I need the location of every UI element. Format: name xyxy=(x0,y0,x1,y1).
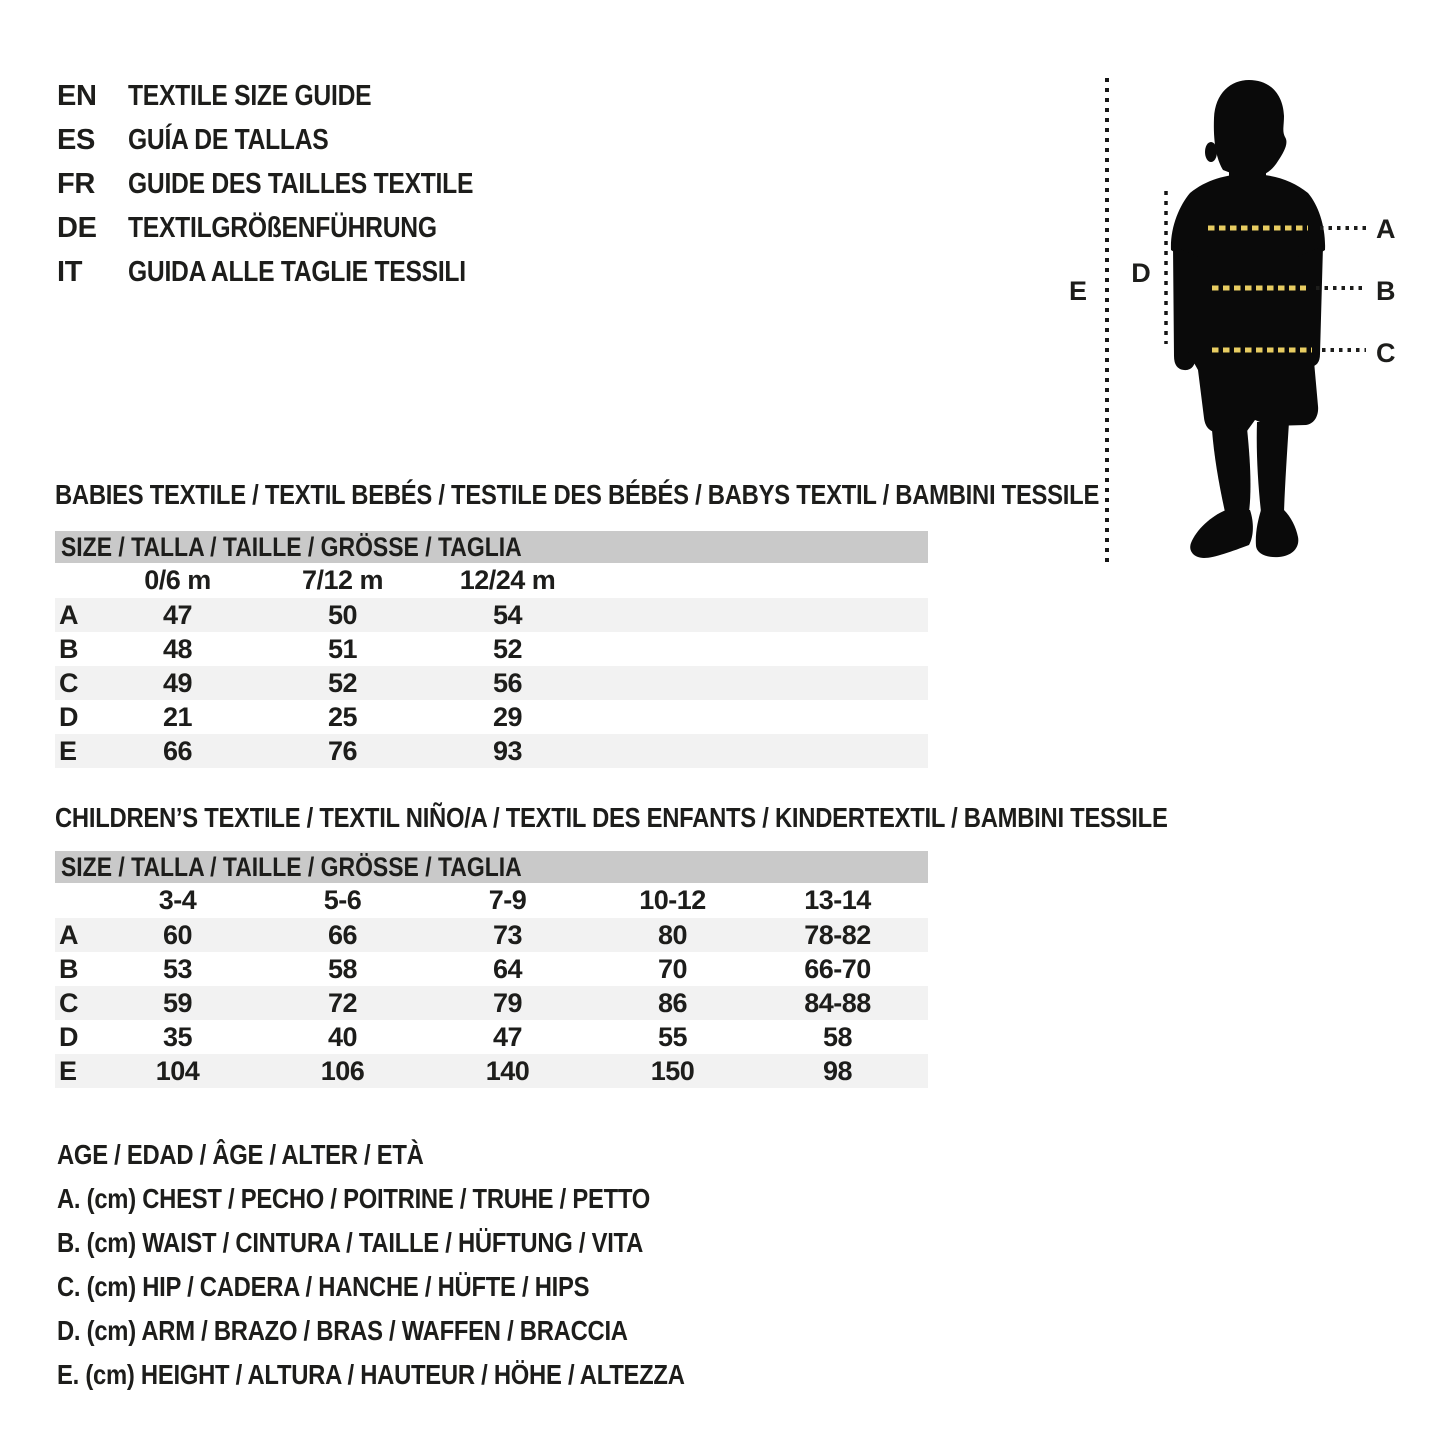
table-row xyxy=(55,666,928,700)
legend-text: A. (cm) CHEST / PECHO / POITRINE / TRUHE / PETTO xyxy=(57,1183,650,1214)
measurement-figure xyxy=(1040,60,1445,600)
table-cell: 66 xyxy=(162,736,193,766)
table-cell: 50 xyxy=(327,600,358,630)
legend-line xyxy=(57,1133,795,1177)
row-label xyxy=(55,883,95,918)
table-cell: 60 xyxy=(162,920,193,950)
figure-label-d: D xyxy=(1131,258,1151,288)
table-cell xyxy=(755,734,920,768)
table-cell: 29 xyxy=(492,702,523,732)
table-cell: 106 xyxy=(320,1056,365,1086)
table-row xyxy=(55,952,928,986)
column-header-cell: 10-12 xyxy=(639,885,706,915)
table-cell: 140 xyxy=(485,1056,530,1086)
legend-text: C. (cm) HIP / CADERA / HANCHE / HÜFTE / HIPS xyxy=(57,1271,590,1302)
figure-label-e: E xyxy=(1068,276,1088,306)
table-header-bar xyxy=(55,851,928,883)
column-header-cell: 7-9 xyxy=(488,885,527,915)
column-header-cell: 5-6 xyxy=(323,885,362,915)
table-cell: 86 xyxy=(657,988,688,1018)
row-label: D xyxy=(59,702,78,732)
table-cell xyxy=(755,666,920,700)
language-row xyxy=(57,74,534,118)
table-cell: 70 xyxy=(657,954,688,984)
table-cell: 98 xyxy=(822,1056,853,1086)
table-header-bar xyxy=(55,531,928,563)
table-cell: 47 xyxy=(492,1022,523,1052)
language-code: ES xyxy=(57,123,96,156)
table-cell xyxy=(590,734,755,768)
table-cell xyxy=(755,632,920,666)
language-title: GUÍA DE TALLAS xyxy=(128,123,329,156)
table-cell: 52 xyxy=(492,634,523,664)
legend-line xyxy=(57,1309,795,1353)
table-cell: 56 xyxy=(492,668,523,698)
table-header-text: SIZE / TALLA / TAILLE / GRÖSSE / TAGLIA xyxy=(61,852,522,882)
column-header-cell xyxy=(590,563,755,598)
row-label: C xyxy=(59,668,78,698)
babies-section-title xyxy=(55,481,1283,509)
language-title: TEXTILE SIZE GUIDE xyxy=(128,79,372,112)
table-cell xyxy=(755,598,920,632)
language-title: TEXTILGRÖßENFÜHRUNG xyxy=(128,211,437,244)
legend-text: E. (cm) HEIGHT / ALTURA / HAUTEUR / HÖHE / ALTEZZA xyxy=(57,1359,685,1390)
figure-label-a: A xyxy=(1376,214,1396,244)
row-label xyxy=(55,563,95,598)
silhouette-left-shoe xyxy=(1190,510,1253,558)
table-cell: 51 xyxy=(327,634,358,664)
row-label: A xyxy=(59,600,78,630)
table-cell: 72 xyxy=(327,988,358,1018)
children-section-title-text: CHILDREN’S TEXTILE / TEXTIL NIÑO/A / TEXTIL DES ENFANTS / KINDERTEXTIL / BAMBINI TESSILE xyxy=(55,802,1168,833)
table-row xyxy=(55,734,928,768)
table-cell: 104 xyxy=(155,1056,200,1086)
language-code: EN xyxy=(57,79,97,112)
table-row xyxy=(55,632,928,666)
silhouette-ear xyxy=(1205,142,1217,162)
column-header-cell: 7/12 m xyxy=(301,565,384,595)
table-cell: 84-88 xyxy=(804,988,871,1018)
table-cell: 93 xyxy=(492,736,523,766)
table-cell: 150 xyxy=(650,1056,695,1086)
column-header-cell xyxy=(755,563,920,598)
language-row xyxy=(57,250,534,294)
table-header-text: SIZE / TALLA / TAILLE / GRÖSSE / TAGLIA xyxy=(61,532,522,562)
table-cell: 47 xyxy=(162,600,193,630)
language-row xyxy=(57,162,534,206)
table-cell: 53 xyxy=(162,954,193,984)
table-row xyxy=(55,1020,928,1054)
table-cell: 48 xyxy=(162,634,193,664)
table-row xyxy=(55,1054,928,1088)
row-label: D xyxy=(59,1022,78,1052)
language-list xyxy=(57,74,534,294)
legend-line xyxy=(57,1353,795,1397)
table-row xyxy=(55,918,928,952)
column-header-cell: 0/6 m xyxy=(144,565,211,595)
babies-section-title-text: BABIES TEXTILE / TEXTIL BEBÉS / TESTILE DES BÉBÉS / BABYS TEXTIL / BAMBINI TESSILE xyxy=(55,479,1100,510)
table-cell: 66 xyxy=(327,920,358,950)
column-header-row xyxy=(55,883,928,918)
table-cell: 49 xyxy=(162,668,193,698)
table-cell: 64 xyxy=(492,954,523,984)
column-header-row xyxy=(55,563,928,598)
language-row xyxy=(57,118,534,162)
legend-text: AGE / EDAD / ÂGE / ALTER / ETÀ xyxy=(57,1139,424,1170)
table-cell: 59 xyxy=(162,988,193,1018)
legend-text: D. (cm) ARM / BRAZO / BRAS / WAFFEN / BRACCIA xyxy=(57,1315,628,1346)
silhouette-right-shoe xyxy=(1256,510,1299,557)
language-code: DE xyxy=(57,211,97,244)
language-row xyxy=(57,206,534,250)
table-row xyxy=(55,598,928,632)
table-row xyxy=(55,700,928,734)
table-cell: 40 xyxy=(327,1022,358,1052)
babies-size-table xyxy=(55,531,928,768)
legend-line xyxy=(57,1177,795,1221)
row-label: C xyxy=(59,988,78,1018)
table-cell: 76 xyxy=(327,736,358,766)
column-header-cell: 12/24 m xyxy=(459,565,556,595)
legend-line xyxy=(57,1265,795,1309)
table-cell: 52 xyxy=(327,668,358,698)
table-cell: 73 xyxy=(492,920,523,950)
table-cell: 54 xyxy=(492,600,523,630)
children-section-title xyxy=(55,804,1364,832)
silhouette-shorts xyxy=(1183,350,1318,432)
table-cell: 58 xyxy=(327,954,358,984)
table-cell: 79 xyxy=(492,988,523,1018)
table-cell xyxy=(590,666,755,700)
legend-line xyxy=(57,1221,795,1265)
language-title: GUIDA ALLE TAGLIE TESSILI xyxy=(128,255,466,288)
language-code: IT xyxy=(57,255,83,288)
figure-label-c: C xyxy=(1376,338,1396,368)
table-cell xyxy=(590,598,755,632)
row-label: B xyxy=(59,634,78,664)
children-size-table xyxy=(55,851,928,1088)
table-cell: 21 xyxy=(162,702,193,732)
row-label: B xyxy=(59,954,78,984)
table-cell: 80 xyxy=(657,920,688,950)
table-cell: 35 xyxy=(162,1022,193,1052)
table-cell: 78-82 xyxy=(804,920,871,950)
row-label: E xyxy=(59,1056,77,1086)
table-cell xyxy=(590,632,755,666)
table-cell: 25 xyxy=(327,702,358,732)
column-header-cell: 13-14 xyxy=(804,885,871,915)
legend-text: B. (cm) WAIST / CINTURA / TAILLE / HÜFTUNG / VITA xyxy=(57,1227,644,1258)
table-row xyxy=(55,986,928,1020)
figure-label-b: B xyxy=(1376,276,1396,306)
row-label: A xyxy=(59,920,78,950)
language-code: FR xyxy=(57,167,96,200)
table-cell: 66-70 xyxy=(804,954,871,984)
table-cell xyxy=(590,700,755,734)
language-title: GUIDE DES TAILLES TEXTILE xyxy=(128,167,474,200)
row-label: E xyxy=(59,736,77,766)
table-cell: 55 xyxy=(657,1022,688,1052)
legend xyxy=(57,1133,795,1397)
table-cell xyxy=(755,700,920,734)
table-cell: 58 xyxy=(822,1022,853,1052)
column-header-cell: 3-4 xyxy=(158,885,197,915)
